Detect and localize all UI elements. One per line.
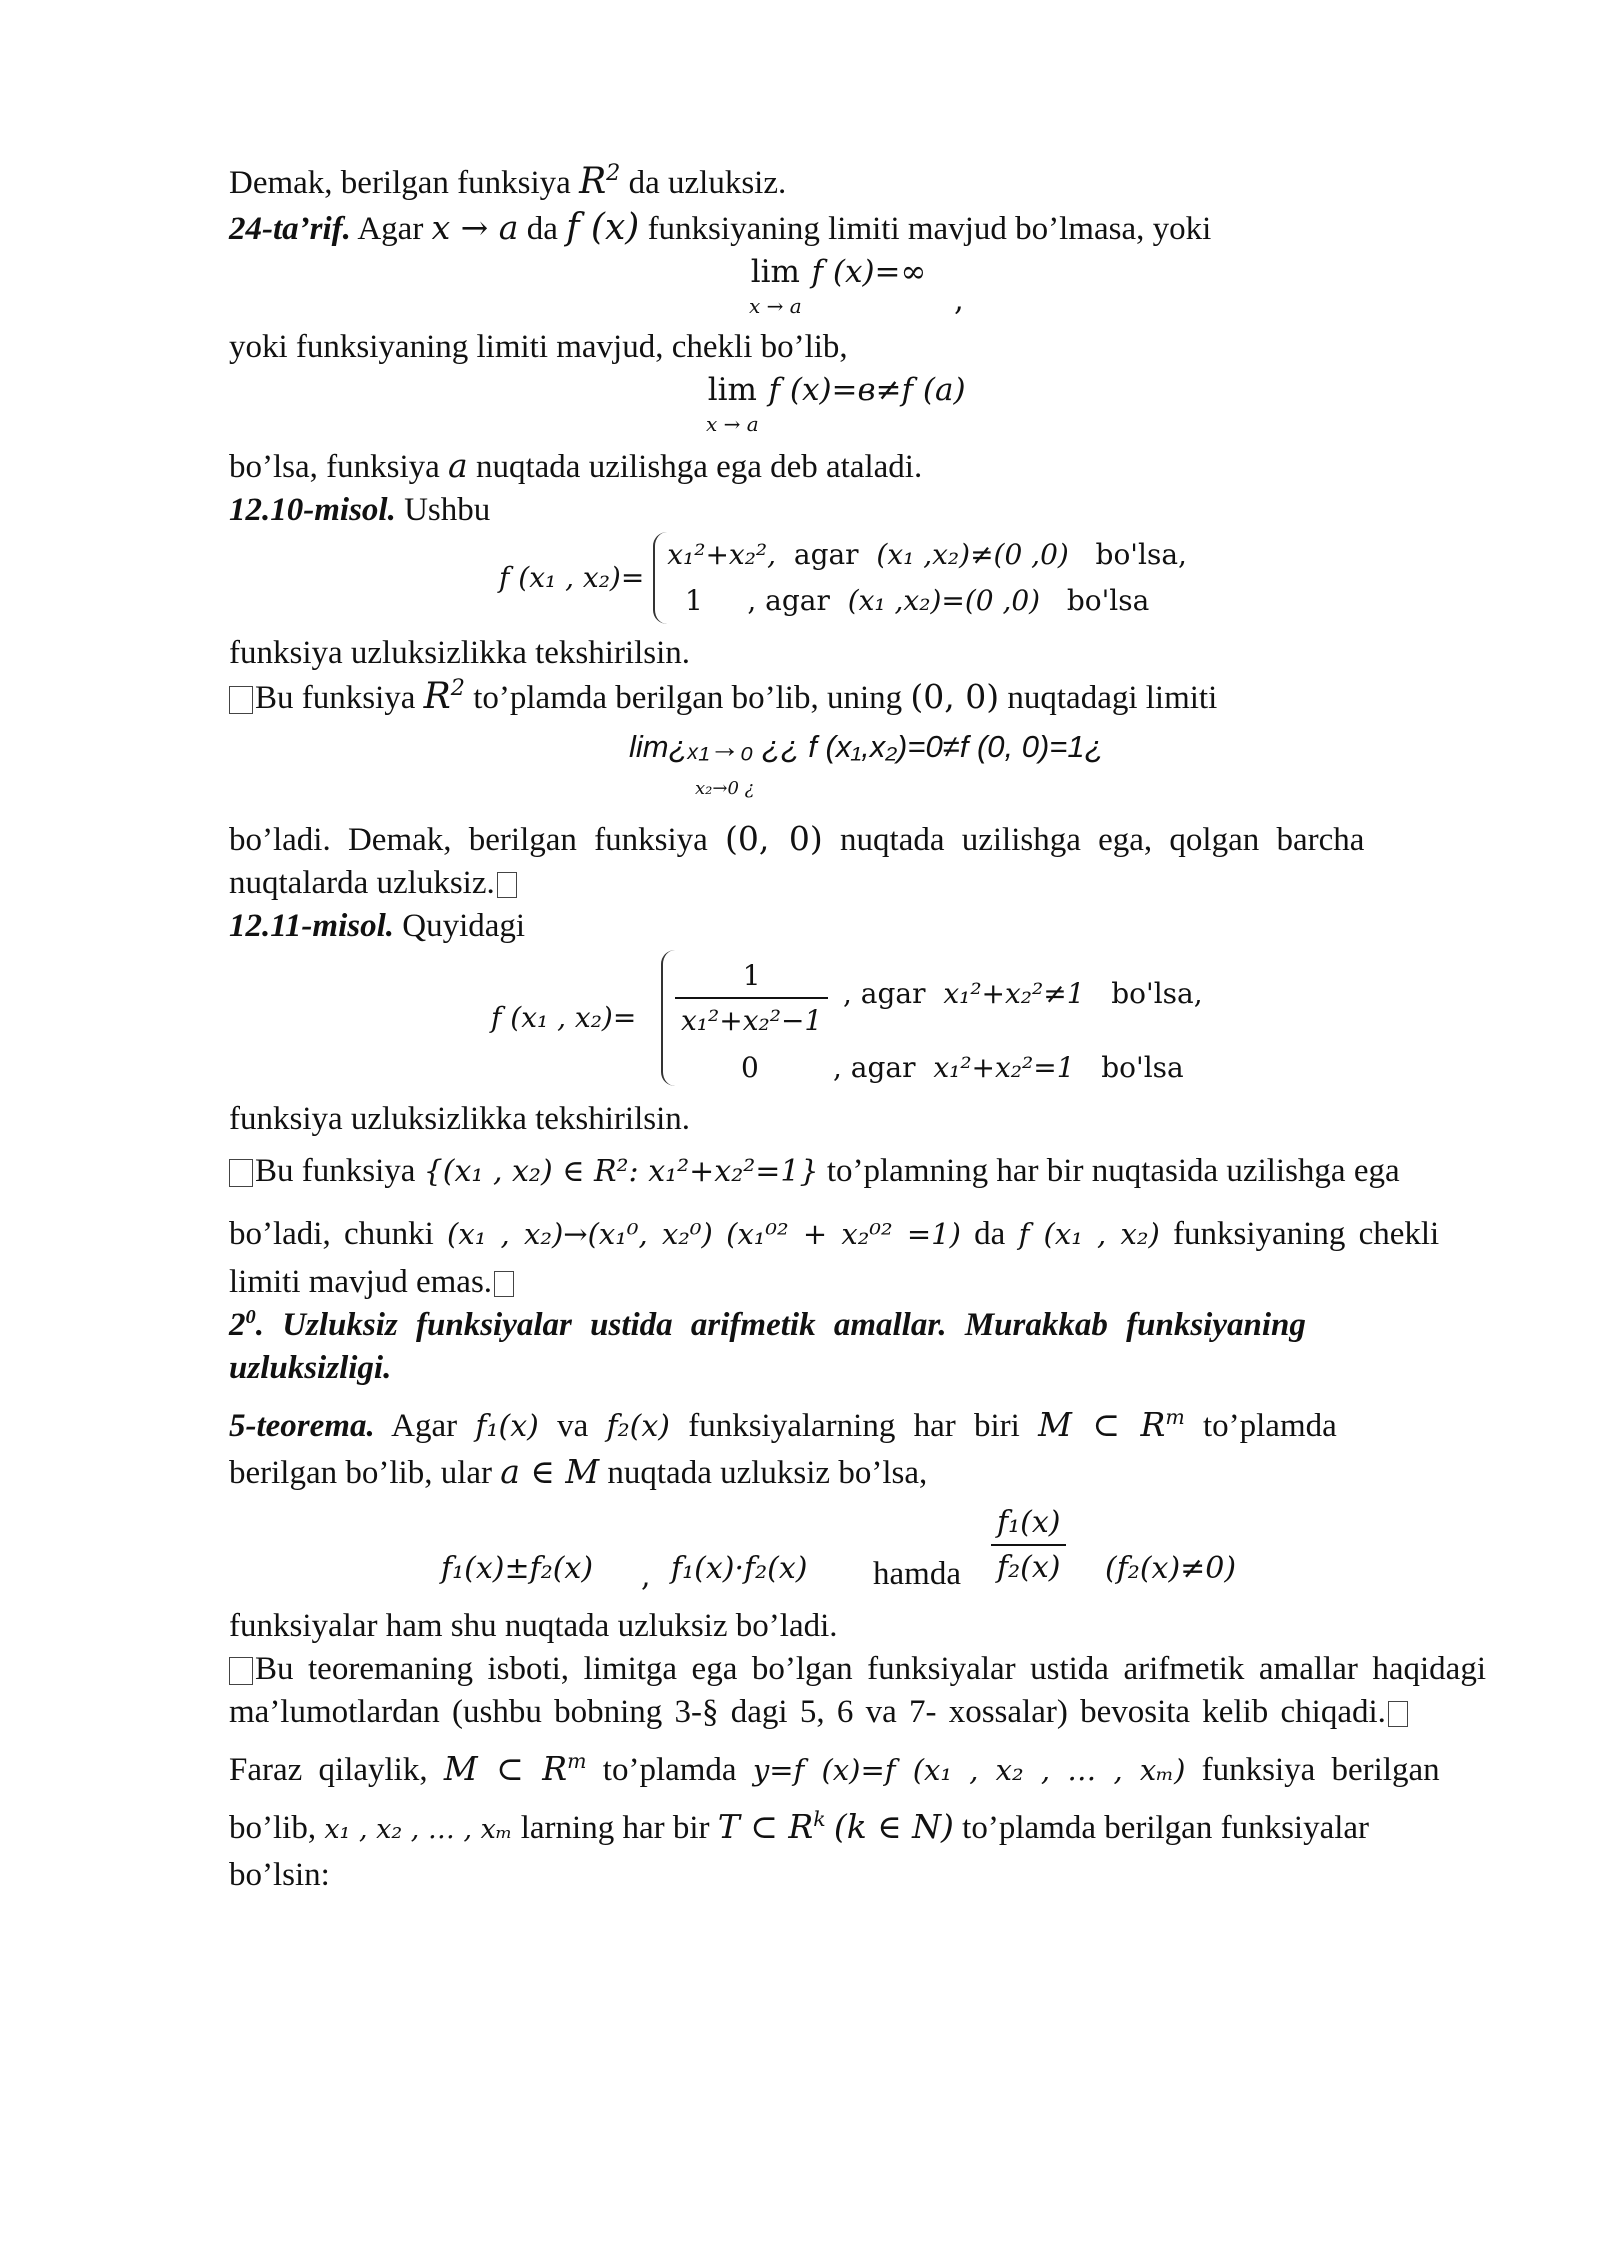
theorem-label: 5-teorema. [229,1408,375,1444]
line-function-domain: Bu funksiya $R^2$ to’plamda berilgan bo’lib, uning (0, 0) nuqtadagi limiti [229,675,1486,725]
line-finite-limit: yoki funksiyaning limiti mavjud, chekli bo’lib, [229,329,848,365]
example-label: 12.10-misol. [229,492,396,528]
definition-24: 24-ta’rif. Agar x → a da f (x) funksiyaning limiti mavjud bo’lmasa, yoki [229,207,1212,248]
line-limit-not-exist-end: limiti mavjud emas. [229,1261,1486,1304]
page-content [229,160,1486,1897]
line-check-continuity-1: funksiya uzluksizlikka tekshirilsin. [229,635,691,671]
line-discontinuity-definition: bo’lsa, funksiya a nuqtada uzilishga ega deb ataladi. [229,446,923,485]
piecewise-function-1: f (x₁ , x₂)= x₁²+x₂², agar (x₁ ,x₂)≠(0 ,0) bo'lsa, 1 , agar (x₁ ,x₂)=(0 ,0) bo'lsa [229,532,1486,632]
proof-end-icon [1388,1701,1408,1727]
proof-end-icon [497,872,517,898]
line-discontinuity-circle: Bu funksiya {(x₁ , x₂) ∈ R²: x₁²+x₂²=1} to’plamning har bir nuqtasida uzilishga ega [229,1141,1486,1201]
theorem-5: 5-teorema. Agar f₁(x) va f₂(x) funksiyalarning har biri M ⊂ $R^m$ to’plamda [229,1405,1337,1444]
example-12-11: 12.11-misol. Quyidagi [229,908,526,944]
line-limit-not-exist: bo’ladi, chunki (x₁ , x₂)→(x₁⁰, x₂⁰) (x₁⁰² + x₂⁰² =1) da f (x₁ , x₂) funksiyaning chekli [229,1216,1440,1252]
line-check-continuity-2: funksiya uzluksizlikka tekshirilsin. [229,1101,691,1137]
equation-limit-not-equal: lim x → a f (x)=в≠f (a) [706,372,966,436]
piecewise-function-2: f (x₁ , x₂)= $\frac{1}{\text{x₁²+x₂²−1}}$ , agar x₁²+x₂²≠1 bo'lsa, 0 , agar x₁²+x₂²=1 bo'lsa [229,948,1486,1098]
line-let-be: bo’lsin: [229,1857,330,1893]
example-12-10: 12.10-misol. Ushbu [229,492,491,528]
section-heading-continuation: uzluksizligi. [229,1350,392,1386]
line-continuous-elsewhere: nuqtalarda uzluksiz. [229,862,1486,905]
proof-start-icon [229,1657,253,1685]
proof-start-icon [229,1159,253,1187]
line-continuous-result: funksiyalar ham shu nuqtada uzluksiz bo’ladi. [229,1608,838,1644]
proof-start-icon [229,686,253,714]
equation-double-limit: lim¿ₓ₁→₀ ¿¿ f (x₁,x₂)=0≠f (0, 0)=1¿ x₂→0 ¿ [629,729,1104,799]
line-discontinuity-at-origin: bo’ladi. Demak, berilgan funksiya (0, 0) nuqtada uzilishga ega, qolgan barcha [229,819,1365,858]
line-composite-domain: bo’lib, x₁ , x₂ , … , xₘ larning har bir T ⊂ $R^k$ (k ∈ N) to’plamda berilgan funksiyalar [229,1807,1370,1846]
line-continuity-conclusion: Demak, berilgan funksiya $R^2$ da uzluksiz. [229,160,787,202]
equation-arithmetic-operations: f₁(x)±f₂(x) , f₁(x)·f₂(x) hamda $\frac{\text{f₁(x)}}{\text{f₂(x)}}$ (f₂(x)≠0) [229,1495,1486,1605]
paragraph-proof-reference: Bu teoremaning isboti, limitga ega bo’lgan funksiyalar ustida arifmetik amallar haqidagi ma’lumotlardan (ushbu bobning 3-§ dagi 5, 6 va 7- xossalar) bevosita kelib chiqadi. [229,1651,1486,1730]
section-heading-arithmetic: $2^0$. Uzluksiz funksiyalar ustida arifmetik amallar. Murakkab funksiyaning [229,1306,1306,1343]
proof-end-icon [494,1271,514,1297]
line-continuous-at-point: berilgan bo’lib, ular a ∈ M nuqtada uzluksiz bo’lsa, [229,1452,928,1491]
definition-label: 24-ta’rif. [229,211,351,247]
example-label: 12.11-misol. [229,908,395,944]
equation-limit-infinity: lim x → a f (x)=∞ , [749,254,964,318]
line-composite-setup: Faraz qilaylik, M ⊂ $R^m$ to’plamda y=f (x)=f (x₁ , x₂ , … , xₘ) funksiya berilgan [229,1749,1440,1788]
